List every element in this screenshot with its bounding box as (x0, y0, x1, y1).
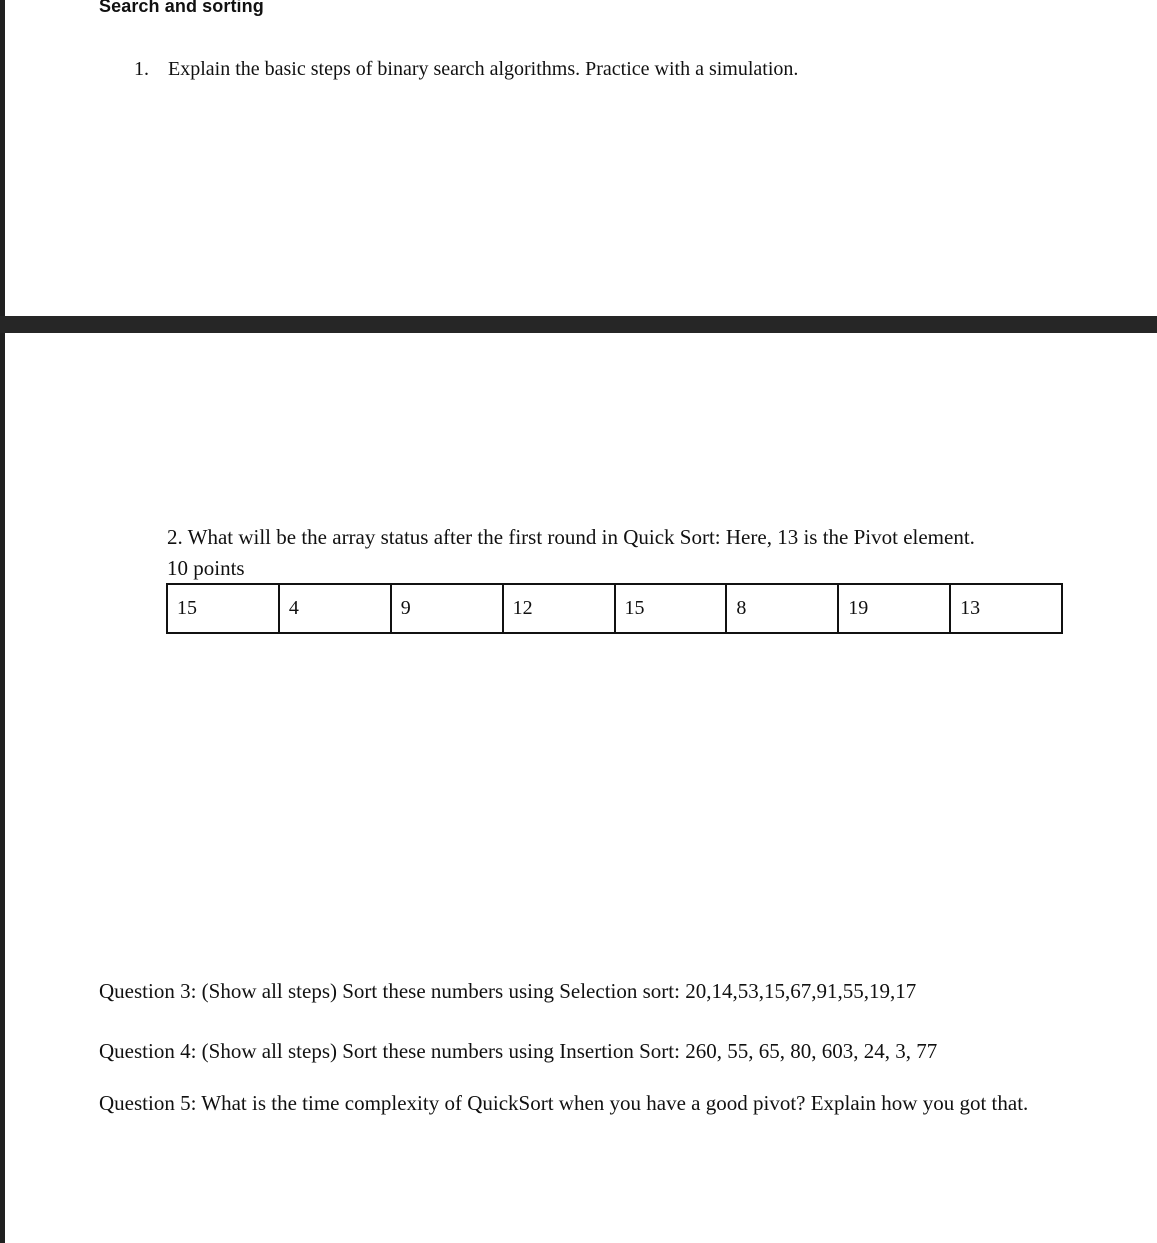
array-cell: 4 (279, 584, 391, 633)
question-1-number: 1. (134, 58, 149, 80)
array-cell: 19 (838, 584, 950, 633)
question-3-text: Question 3: (Show all steps) Sort these numbers using Selection sort: 20,14,53,15,67,91,55,19,17 (99, 979, 917, 1003)
array-cell: 9 (391, 584, 503, 633)
question-1 (134, 58, 798, 81)
array-cell: 15 (615, 584, 727, 633)
question-4-text: Question 4: (Show all steps) Sort these numbers using Insertion Sort: 260, 55, 65, 80, 603, 24, 3, 77 (99, 1039, 938, 1063)
array-cell: 13 (950, 584, 1062, 633)
page-divider (0, 316, 1157, 333)
section-title: Search and sorting (99, 0, 264, 16)
array-cell: 15 (167, 584, 279, 633)
array-row (167, 584, 1062, 633)
left-edge-bar (0, 0, 5, 1243)
quick-sort-array-table (166, 583, 1063, 634)
array-cell: 8 (726, 584, 838, 633)
question-2-points: 10 points (167, 556, 245, 580)
array-cell: 12 (503, 584, 615, 633)
question-5-text: Question 5: What is the time complexity of QuickSort when you have a good pivot? Explain how you got that. (99, 1091, 1029, 1115)
question-2-text: 2. What will be the array status after the first round in Quick Sort: Here, 13 is the Pivot element. (167, 525, 975, 549)
question-1-text: Explain the basic steps of binary search algorithms. Practice with a simulation. (168, 58, 799, 80)
